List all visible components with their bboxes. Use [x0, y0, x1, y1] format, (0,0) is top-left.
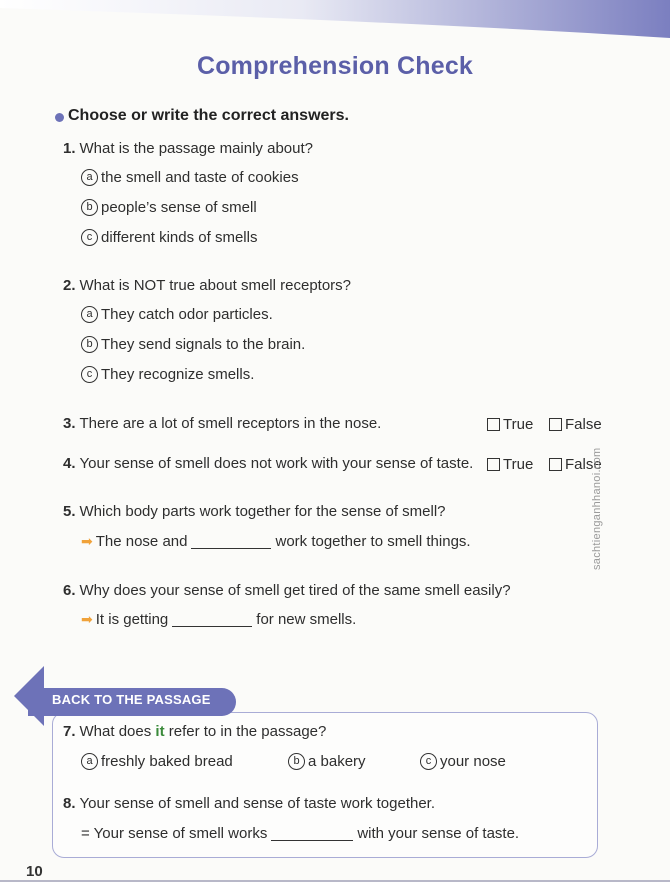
q5-answer-line: ➡ The nose and work together to smell things.: [81, 533, 471, 550]
question-4: 4. Your sense of smell does not work with your sense of taste.: [63, 455, 474, 472]
q5-blank[interactable]: [191, 535, 271, 549]
q7-option-a[interactable]: a freshly baked bread: [81, 753, 233, 770]
option-c-icon: c: [81, 366, 98, 383]
q7-option-c[interactable]: c your nose: [420, 753, 506, 770]
checkbox-icon: [487, 458, 500, 471]
option-c-icon: c: [420, 753, 437, 770]
option-b-icon: b: [81, 199, 98, 216]
instruction-text: Choose or write the correct answers.: [68, 107, 349, 124]
question-2: 2. What is NOT true about smell receptors?: [63, 277, 352, 294]
option-b-icon: b: [288, 753, 305, 770]
option-a-icon: a: [81, 169, 98, 186]
bullet-dot-icon: [55, 113, 64, 122]
arrow-right-icon: ➡: [81, 611, 93, 627]
checkbox-icon: [487, 418, 500, 431]
question-7: 7. What does it refer to in the passage?: [63, 723, 327, 740]
question-1: 1. What is the passage mainly about?: [63, 140, 313, 157]
q7-option-b[interactable]: b a bakery: [288, 753, 366, 770]
q2-option-a[interactable]: a They catch odor particles.: [81, 306, 273, 323]
q6-blank[interactable]: [172, 613, 252, 627]
q4-false-checkbox[interactable]: False: [549, 456, 602, 473]
q3-false-checkbox[interactable]: False: [549, 416, 602, 433]
option-b-icon: b: [81, 336, 98, 353]
q1-option-a[interactable]: a the smell and taste of cookies: [81, 169, 299, 186]
q4-true-checkbox[interactable]: True: [487, 456, 533, 473]
question-8: 8. Your sense of smell and sense of taste work together.: [63, 795, 436, 812]
q2-option-c[interactable]: c They recognize smells.: [81, 366, 254, 383]
question-6: 6. Why does your sense of smell get tired of the same smell easily?: [63, 582, 511, 599]
section-tab-label: BACK TO THE PASSAGE: [52, 692, 211, 707]
option-a-icon: a: [81, 753, 98, 770]
q2-option-b[interactable]: b They send signals to the brain.: [81, 336, 305, 353]
checkbox-icon: [549, 458, 562, 471]
q8-blank[interactable]: [271, 827, 353, 841]
checkbox-icon: [549, 418, 562, 431]
top-banner: [0, 0, 670, 40]
q1-option-b[interactable]: b people’s sense of smell: [81, 199, 257, 216]
q3-true-checkbox[interactable]: True: [487, 416, 533, 433]
q8-answer-line: = Your sense of smell works with your sense of taste.: [81, 825, 520, 842]
highlighted-word: it: [155, 723, 165, 740]
page-number: 10: [26, 863, 43, 880]
q6-answer-line: ➡ It is getting for new smells.: [81, 611, 357, 628]
question-5: 5. Which body parts work together for the sense of smell?: [63, 503, 446, 520]
watermark-text: sachtienganhhanoi.com: [591, 447, 603, 570]
question-3: 3. There are a lot of smell receptors in the nose.: [63, 415, 382, 432]
page-title: Comprehension Check: [196, 52, 474, 80]
q1-option-c[interactable]: c different kinds of smells: [81, 229, 257, 246]
arrow-right-icon: ➡: [81, 533, 93, 549]
option-c-icon: c: [81, 229, 98, 246]
footer-divider: [0, 880, 670, 882]
option-a-icon: a: [81, 306, 98, 323]
